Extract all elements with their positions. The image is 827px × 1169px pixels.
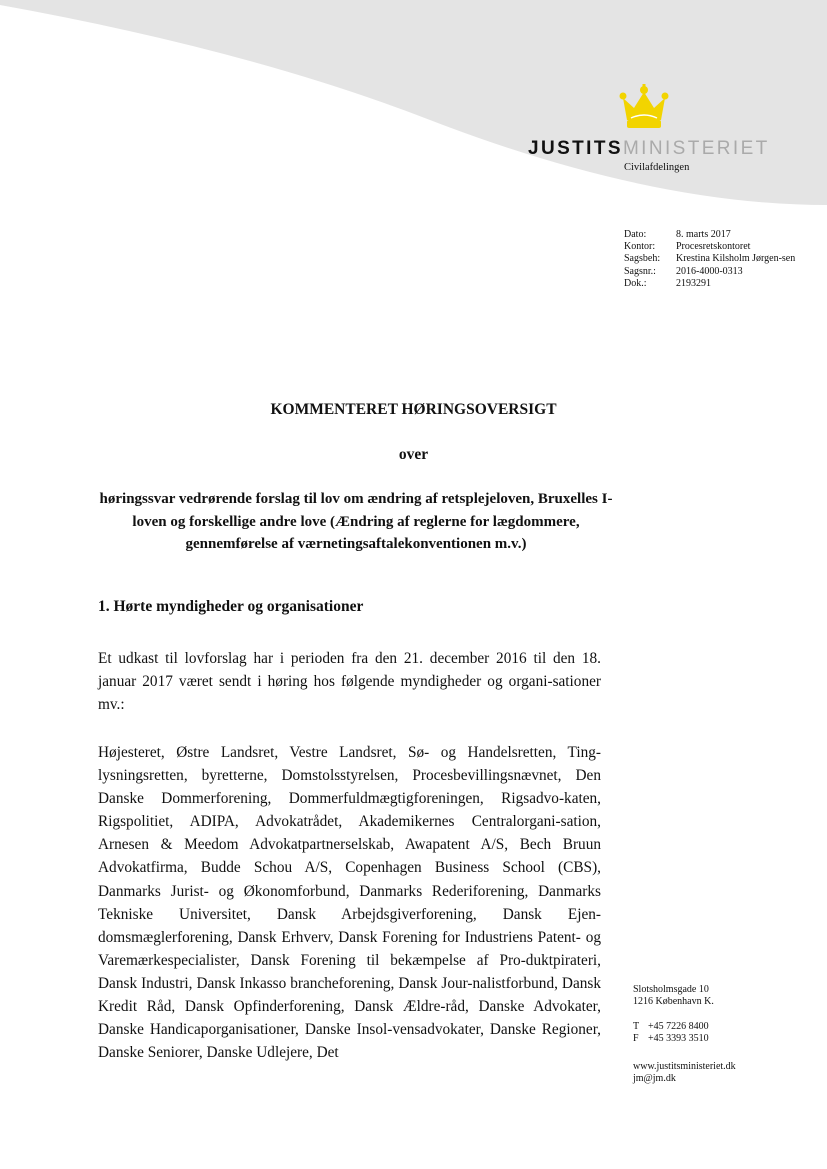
footer-city: 1216 København K. — [633, 996, 714, 1008]
meta-value: Krestina Kilsholm Jørgen-sen — [676, 253, 796, 265]
meta-row-case-officer — [624, 253, 798, 265]
meta-label: Sagsnr.: — [624, 265, 656, 277]
meta-label: Kontor: — [624, 241, 656, 253]
footer-fax-row — [633, 1033, 709, 1045]
brand-strong: JUSTITS — [528, 138, 623, 159]
document-metadata — [624, 229, 798, 290]
brand-light: MINISTERIET — [622, 138, 770, 159]
fax-letter: F — [633, 1033, 639, 1045]
phone-number: +45 7226 8400 — [648, 1021, 709, 1032]
meta-value: 2016-4000-0313 — [676, 265, 743, 277]
meta-value: Procesretskontoret — [676, 241, 751, 253]
header-swoosh — [0, 0, 827, 220]
fax-number: +45 3393 3510 — [648, 1033, 709, 1045]
meta-label: Dok.: — [624, 277, 647, 289]
meta-row-date — [624, 229, 798, 241]
footer-website-link[interactable]: www.justitsministeriet.dk — [633, 1061, 736, 1072]
stakeholder-list-paragraph: Højesteret, Østre Landsret, Vestre Landsret, Sø- og Handelsretten, Ting-lysningsretten, byretterne, Domstolsstyrelsen, Procesbevillingsnævnet, Den Danske Dommerforening, Dommerfuldmægtigforeningen, Rigsadvo-katen, Rigspolitiet, ADIPA, Advokatrådet, Akademikernes Centralorgani-sation, Arnesen & Meedom Advokatpartnerselskab, Awapatent A/S, Bech Bruun Advokatfirma, Budde Schou A/S, Copenhagen Business School (CBS), Danmarks Jurist- og Økonomforbund, Danmarks Rederiforening, Danmarks Tekniske Universitet, Dansk Arbejdsgiverforening, Dansk Ejen-domsmæglerforening, Dansk Erhverv, Dansk Forening for Industriens Patent- og Varemærkespecialister, Dansk Forening til bekæmpelse af Pro-duktpirateri, Dansk Industri, Dansk Inkasso brancheforening, Dansk Jour-nalistforbund, Dansk Kredit Råd, Dansk Opfinderforening, Dansk Ældre-råd, Danske Advokater, Danske Handicaporganisationer, Danske Insol-vensadvokater, Danske Regioner, Danske Seniorer, Danske Udlejere, Det — [98, 744, 601, 1062]
meta-row-case-number — [624, 266, 798, 278]
department-name: Civilafdelingen — [624, 162, 690, 173]
section-heading: 1. Hørte myndigheder og organisationer — [98, 598, 364, 615]
footer-street: Slotsholmsgade 10 — [633, 984, 709, 995]
meta-label: Dato: — [624, 229, 647, 240]
footer-address — [633, 984, 714, 1008]
footer-web — [633, 1061, 736, 1085]
document-title: KOMMENTERET HØRINGSOVERSIGT — [270, 401, 557, 418]
intro-paragraph: Et udkast til lovforslag har i perioden fra den 21. december 2016 til den 18. januar 2017 været sendt i høring hos følgende myndigheder og organi-sationer mv.: — [98, 650, 601, 714]
crown-logo-icon — [619, 84, 669, 130]
phone-letter: T — [633, 1021, 640, 1032]
meta-label: Sagsbeh: — [624, 253, 661, 265]
meta-value: 8. marts 2017 — [676, 229, 731, 240]
document-subject: høringssvar vedrørende forslag til lov om ændring af retsplejeloven, Bruxelles I-loven og forskellige andre love (Ændring af reglerne for lægdommere, gennemførelse af værnetingsaftalekonventionen m.v.) — [99, 491, 613, 552]
footer-email-link[interactable]: jm@jm.dk — [633, 1073, 676, 1085]
meta-value: 2193291 — [676, 277, 711, 289]
footer-phones — [633, 1021, 709, 1045]
meta-row-office — [624, 241, 798, 253]
meta-row-document-number — [624, 278, 798, 290]
footer-phone-row — [633, 1021, 709, 1033]
title-connector: over — [398, 446, 429, 463]
ministry-logotype — [528, 138, 770, 160]
